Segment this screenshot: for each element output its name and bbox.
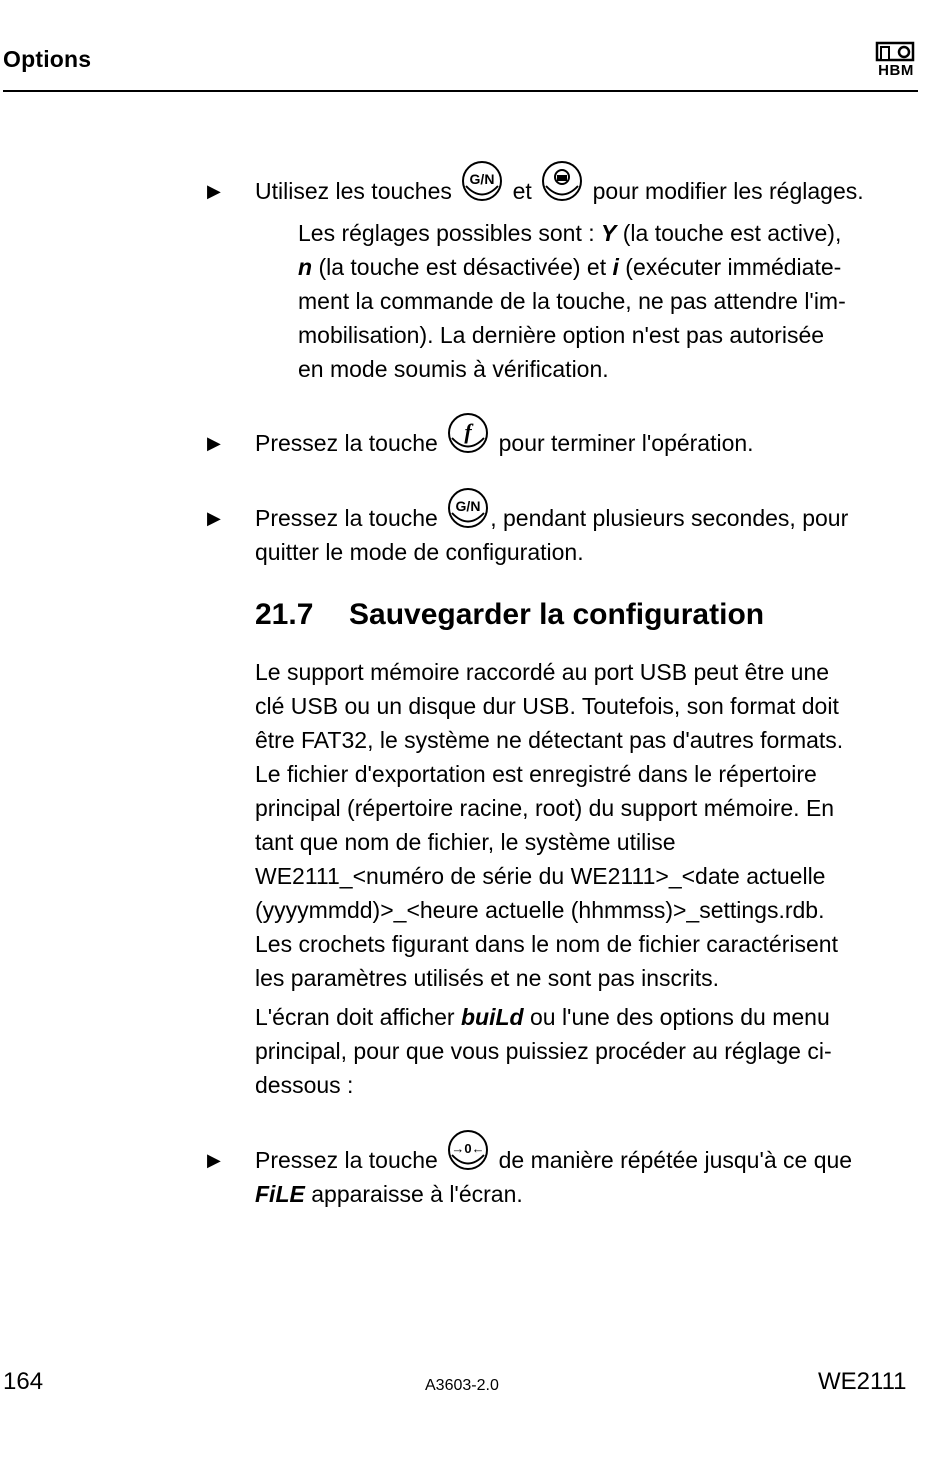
- product-model: WE2111: [818, 1368, 907, 1395]
- bullet-arrow-icon: ▶: [207, 181, 221, 201]
- header-divider: [3, 90, 918, 92]
- gn-key-icon: [446, 486, 490, 530]
- svg-text:→0←: →0←: [451, 1141, 485, 1156]
- bullet-text: pour modifier les réglages.: [592, 178, 864, 204]
- display-requirement-paragraph: L'écran doit afficher buiLd ou l'une des options du menu principal, pour que vous puissiez procéder au réglage ci- dessous :: [255, 1004, 832, 1098]
- section-number: 21.7: [255, 598, 314, 631]
- settings-detail-paragraph: Les réglages possibles sont : Y (la touche est active), n (la touche est désactivée) et i (exécuter immédiate- ment la commande de la touche, ne pas attendre l'im- mobilisation). La dernière option n'est pas autorisée en mode soumis à vérification.: [298, 220, 846, 382]
- hbm-logo: [872, 40, 920, 82]
- print-key-icon: [540, 159, 584, 203]
- svg-text:G/N: G/N: [469, 171, 495, 187]
- bullet-arrow-icon: ▶: [207, 508, 221, 528]
- usb-storage-paragraph: Le support mémoire raccordé au port USB peut être une clé USB ou un disque dur USB. Toutefois, son format doit être FAT32, le système ne détectant pas d'autres formats. Le fichier d'exportation est enregistré dans le répertoire principal (répertoire racine, root) du support mémoire. En tant que nom de fichier, le système utilise WE2111_<numéro de série du WE2111>_<date actuelle (yyyymmdd)>_<heure actuelle (hhmmss)>_settings.rdb. Les crochets figurant dans le nom de fichier caractérisent les paramètres utilisés et ne sont pas inscrits.: [255, 659, 844, 991]
- section-heading: [255, 598, 764, 632]
- section-title: Sauvegarder la configuration: [349, 598, 765, 631]
- bullet-arrow-icon: ▶: [207, 433, 221, 453]
- document-id: A3603-2.0: [425, 1377, 499, 1394]
- bullet-text: Utilisez les touches: [255, 178, 452, 204]
- hbm-logo-mark-icon: [872, 40, 920, 64]
- function-key-icon: [446, 411, 490, 455]
- hbm-logo-text: HBM: [878, 62, 914, 79]
- svg-text:f: f: [464, 419, 472, 444]
- bullet-text: et: [512, 178, 532, 204]
- svg-text:G/N: G/N: [455, 498, 481, 514]
- bullet-arrow-icon: ▶: [207, 1150, 221, 1170]
- zero-key-icon: [446, 1128, 490, 1172]
- page-header-title: Options: [3, 46, 92, 72]
- gn-key-icon: [460, 159, 504, 203]
- page-number: 164: [3, 1368, 44, 1395]
